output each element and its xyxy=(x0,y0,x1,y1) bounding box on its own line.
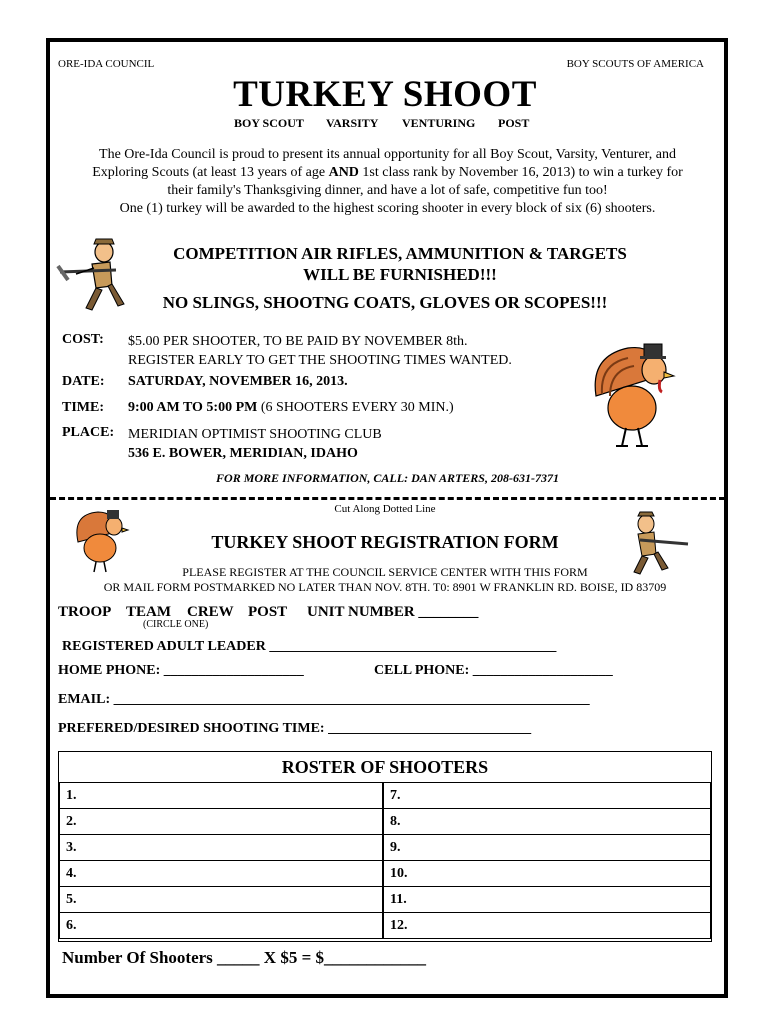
intro-line-2 xyxy=(50,164,725,182)
notice-line-1: COMPETITION AIR RIFLES, AMMUNITION & TARGETS xyxy=(173,244,627,263)
intro-line-2b: 1st class rank by November 16, 2013) to win a turkey for xyxy=(358,165,683,180)
shooting-time-field[interactable]: PREFERED/DESIRED SHOOTING TIME: _____________________________ xyxy=(58,721,532,736)
organization-name: BOY SCOUTS OF AMERICA xyxy=(566,58,704,70)
roster-slot-11[interactable]: 11. xyxy=(383,886,711,913)
time-range: 9:00 AM TO 5:00 PM xyxy=(128,400,258,415)
form-instruction-2: OR MAIL FORM POSTMARKED NO LATER THAN NOV. 8TH. T0: 8901 W FRANKLIN RD. BOISE, ID 83709 xyxy=(103,580,667,594)
council-name: ORE-IDA COUNCIL xyxy=(58,58,155,70)
cut-line-label: Cut Along Dotted Line xyxy=(334,503,436,515)
cell-phone-field[interactable]: CELL PHONE: ____________________ xyxy=(374,663,613,678)
unit-type-post[interactable]: POST xyxy=(248,604,288,620)
form-title: TURKEY SHOOT REGISTRATION FORM xyxy=(211,532,559,552)
contact-info: FOR MORE INFORMATION, CALL: DAN ARTERS, 208-631-7371 xyxy=(216,471,559,485)
cut-dotted-line xyxy=(50,497,725,500)
cost-value xyxy=(128,332,512,370)
intro-and: AND xyxy=(328,165,359,180)
roster-slot-1[interactable]: 1. xyxy=(59,782,383,809)
roster-slot-3[interactable]: 3. xyxy=(59,834,383,861)
program-boy-scout: BOY SCOUT xyxy=(234,116,304,130)
restrictions-notice: NO SLINGS, SHOOTNG COATS, GLOVES OR SCOPES!!! xyxy=(162,293,608,312)
roster-slot-5[interactable]: 5. xyxy=(59,886,383,913)
unit-type-crew[interactable]: CREW xyxy=(187,604,234,620)
roster-slot-7[interactable]: 7. xyxy=(383,782,711,809)
notice-line-2: WILL BE FURNISHED!!! xyxy=(303,265,497,284)
roster-title: ROSTER OF SHOOTERS xyxy=(281,757,489,777)
place-label: PLACE: xyxy=(62,425,115,440)
page-title: TURKEY SHOOT xyxy=(233,74,537,115)
time-value xyxy=(128,400,454,416)
unit-type-troop[interactable]: TROOP xyxy=(58,604,112,620)
intro-line-4: One (1) turkey will be awarded to the highest scoring shooter in every block of six (6) shooters. xyxy=(119,201,656,216)
total-fee-line[interactable]: Number Of Shooters _____ X $5 = $____________ xyxy=(62,948,427,967)
time-label: TIME: xyxy=(62,400,104,415)
adult-leader-field[interactable]: REGISTERED ADULT LEADER _________________________________________ xyxy=(62,639,557,654)
roster-slot-9[interactable]: 9. xyxy=(383,834,711,861)
roster-slot-4[interactable]: 4. xyxy=(59,860,383,887)
form-instruction-1: PLEASE REGISTER AT THE COUNCIL SERVICE CENTER WITH THIS FORM xyxy=(182,565,588,579)
intro-line-2a: Exploring Scouts (at least 13 years of age xyxy=(92,165,329,180)
intro-line-3: their family's Thanksgiving dinner, and have a lot of safe, competitive fun too! xyxy=(167,183,608,198)
program-venturing: VENTURING xyxy=(402,116,476,130)
circle-one-note: (CIRCLE ONE) xyxy=(143,619,209,630)
intro-paragraph xyxy=(50,146,725,218)
roster-table xyxy=(58,751,712,942)
roster-slot-8[interactable]: 8. xyxy=(383,808,711,835)
intro-line-1: The Ore-Ida Council is proud to present its annual opportunity for all Boy Scout, Varsity, Venturer, and xyxy=(99,147,676,162)
turkey-icon xyxy=(588,336,684,454)
roster-slot-12[interactable]: 12. xyxy=(383,912,711,939)
unit-type-team[interactable]: TEAM xyxy=(126,604,171,620)
cost-line-2: REGISTER EARLY TO GET THE SHOOTING TIMES WANTED. xyxy=(128,353,512,368)
roster-slot-2[interactable]: 2. xyxy=(59,808,383,835)
roster-slot-6[interactable]: 6. xyxy=(59,912,383,939)
unit-number-field[interactable]: UNIT NUMBER ________ xyxy=(307,604,479,620)
program-post: POST xyxy=(498,116,530,130)
date-label: DATE: xyxy=(62,374,105,389)
date-value: SATURDAY, NOVEMBER 16, 2013. xyxy=(128,374,348,389)
place-value xyxy=(128,425,382,463)
program-varsity: VARSITY xyxy=(326,116,379,130)
time-note: (6 SHOOTERS EVERY 30 MIN.) xyxy=(257,400,454,415)
place-line-2: 536 E. BOWER, MERIDIAN, IDAHO xyxy=(128,446,358,461)
place-line-1: MERIDIAN OPTIMIST SHOOTING CLUB xyxy=(128,427,382,442)
equipment-notice xyxy=(130,243,670,285)
home-phone-field[interactable]: HOME PHONE: ____________________ xyxy=(58,663,304,678)
cost-label: COST: xyxy=(62,332,104,347)
email-field[interactable]: EMAIL: ____________________________________________________________________ xyxy=(58,692,590,707)
roster-slot-10[interactable]: 10. xyxy=(383,860,711,887)
cost-line-1: $5.00 PER SHOOTER, TO BE PAID BY NOVEMBER 8th. xyxy=(128,334,468,349)
